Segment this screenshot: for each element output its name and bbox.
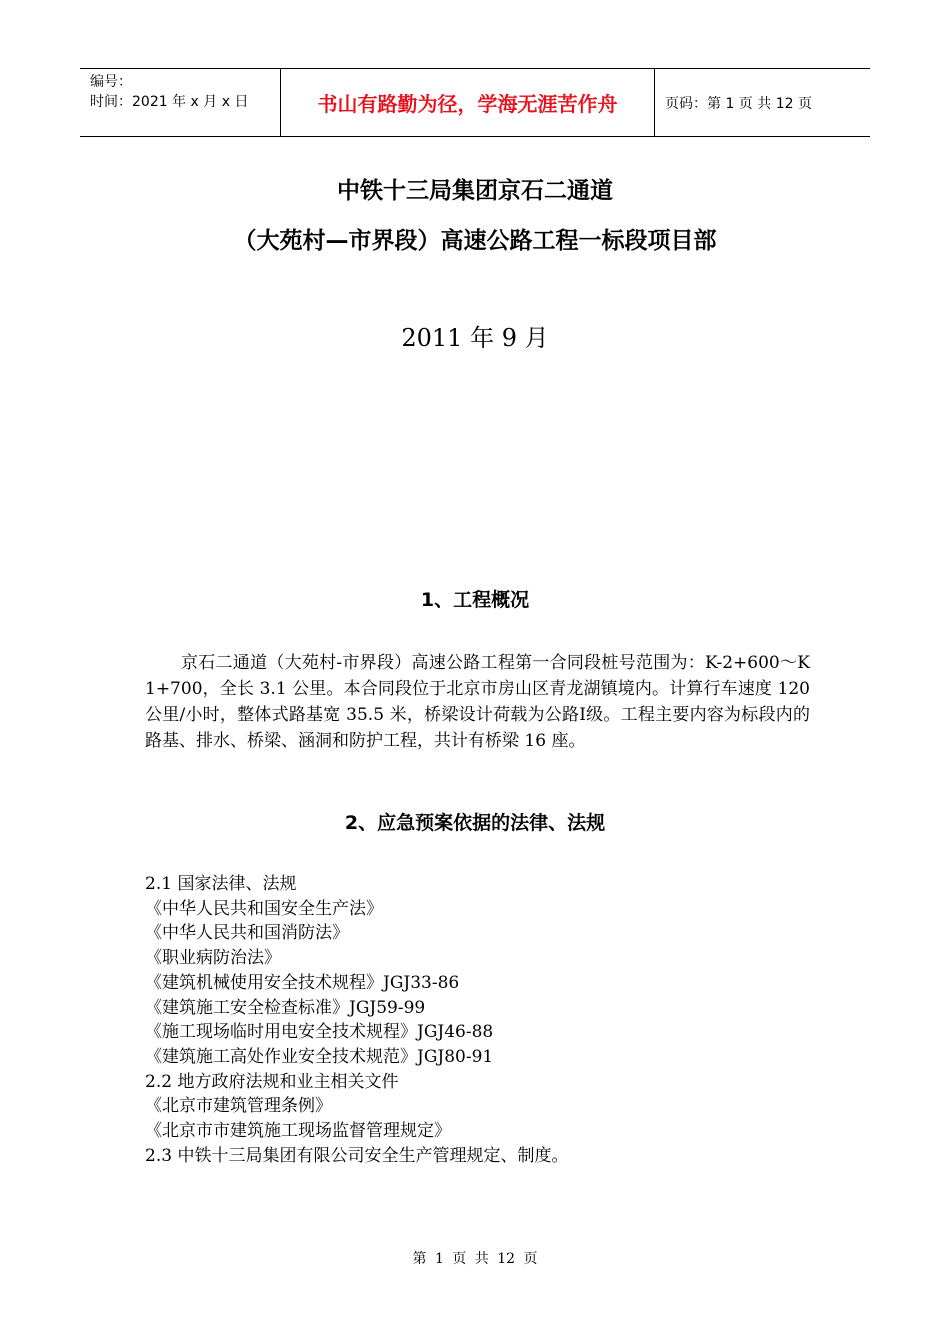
document-date: 2011 年 9 月 bbox=[401, 324, 549, 352]
motto: 书山有路勤为径，学海无涯苦作舟 bbox=[281, 69, 655, 136]
list-item: 《北京市市建筑施工现场监督管理规定》 bbox=[145, 1121, 451, 1142]
list-item: 2.2 地方政府法规和业主相关文件 bbox=[145, 1071, 399, 1092]
page-footer: 第 1 页 共 12 页 bbox=[412, 1251, 538, 1267]
title-line-1: 中铁十三局集团京石二通道 bbox=[337, 178, 613, 204]
list-item: 2.3 中铁十三局集团有限公司安全生产管理规定、制度。 bbox=[145, 1145, 569, 1166]
list-item: 《北京市建筑管理条例》 bbox=[145, 1096, 332, 1117]
page-info: 页码：第 1 页 共 12 页 bbox=[665, 95, 812, 112]
list-item: 《建筑机械使用安全技术规程》JGJ33-86 bbox=[145, 972, 460, 993]
list-item: 《中华人民共和国安全生产法》 bbox=[145, 898, 383, 919]
list-item: 《施工现场临时用电安全技术规程》JGJ46-88 bbox=[145, 1022, 494, 1043]
section-1-heading: 1、工程概况 bbox=[420, 589, 530, 611]
list-item: 《建筑施工安全检查标准》JGJ59-99 bbox=[145, 997, 426, 1018]
list-item: 《建筑施工高处作业安全技术规范》JGJ80-91 bbox=[145, 1046, 494, 1067]
section-1-paragraph: 京石二通道（大苑村-市界段）高速公路工程第一合同段桩号范围为：K-2+600～K 1+700，全长 3.1 公里。本合同段位于北京市房山区青龙湖镇境内。计算行车速度 120 公里/小时，整体式路基宽 35.5 米，桥梁设计荷载为公路Ⅰ级。工程主要内容为标段内的路基、排水、桥梁、涵洞和防护工程，共计有桥梁 16 座。 bbox=[145, 653, 810, 751]
section-2-heading: 2、应急预案依据的法律、法规 bbox=[344, 812, 606, 834]
header-table bbox=[80, 68, 870, 137]
time-label: 时间：2021 年 x 月 x 日 bbox=[90, 94, 249, 110]
title-line-2: （大苑村—市界段）高速公路工程一标段项目部 bbox=[233, 228, 717, 254]
list-item: 《中华人民共和国消防法》 bbox=[145, 923, 349, 944]
number-label: 编号： bbox=[90, 74, 132, 90]
list-item: 2.1 国家法律、法规 bbox=[145, 874, 297, 894]
header-left-cell bbox=[80, 69, 281, 136]
list-item: 《职业病防治法》 bbox=[145, 948, 281, 969]
regulation-list bbox=[145, 872, 568, 1168]
